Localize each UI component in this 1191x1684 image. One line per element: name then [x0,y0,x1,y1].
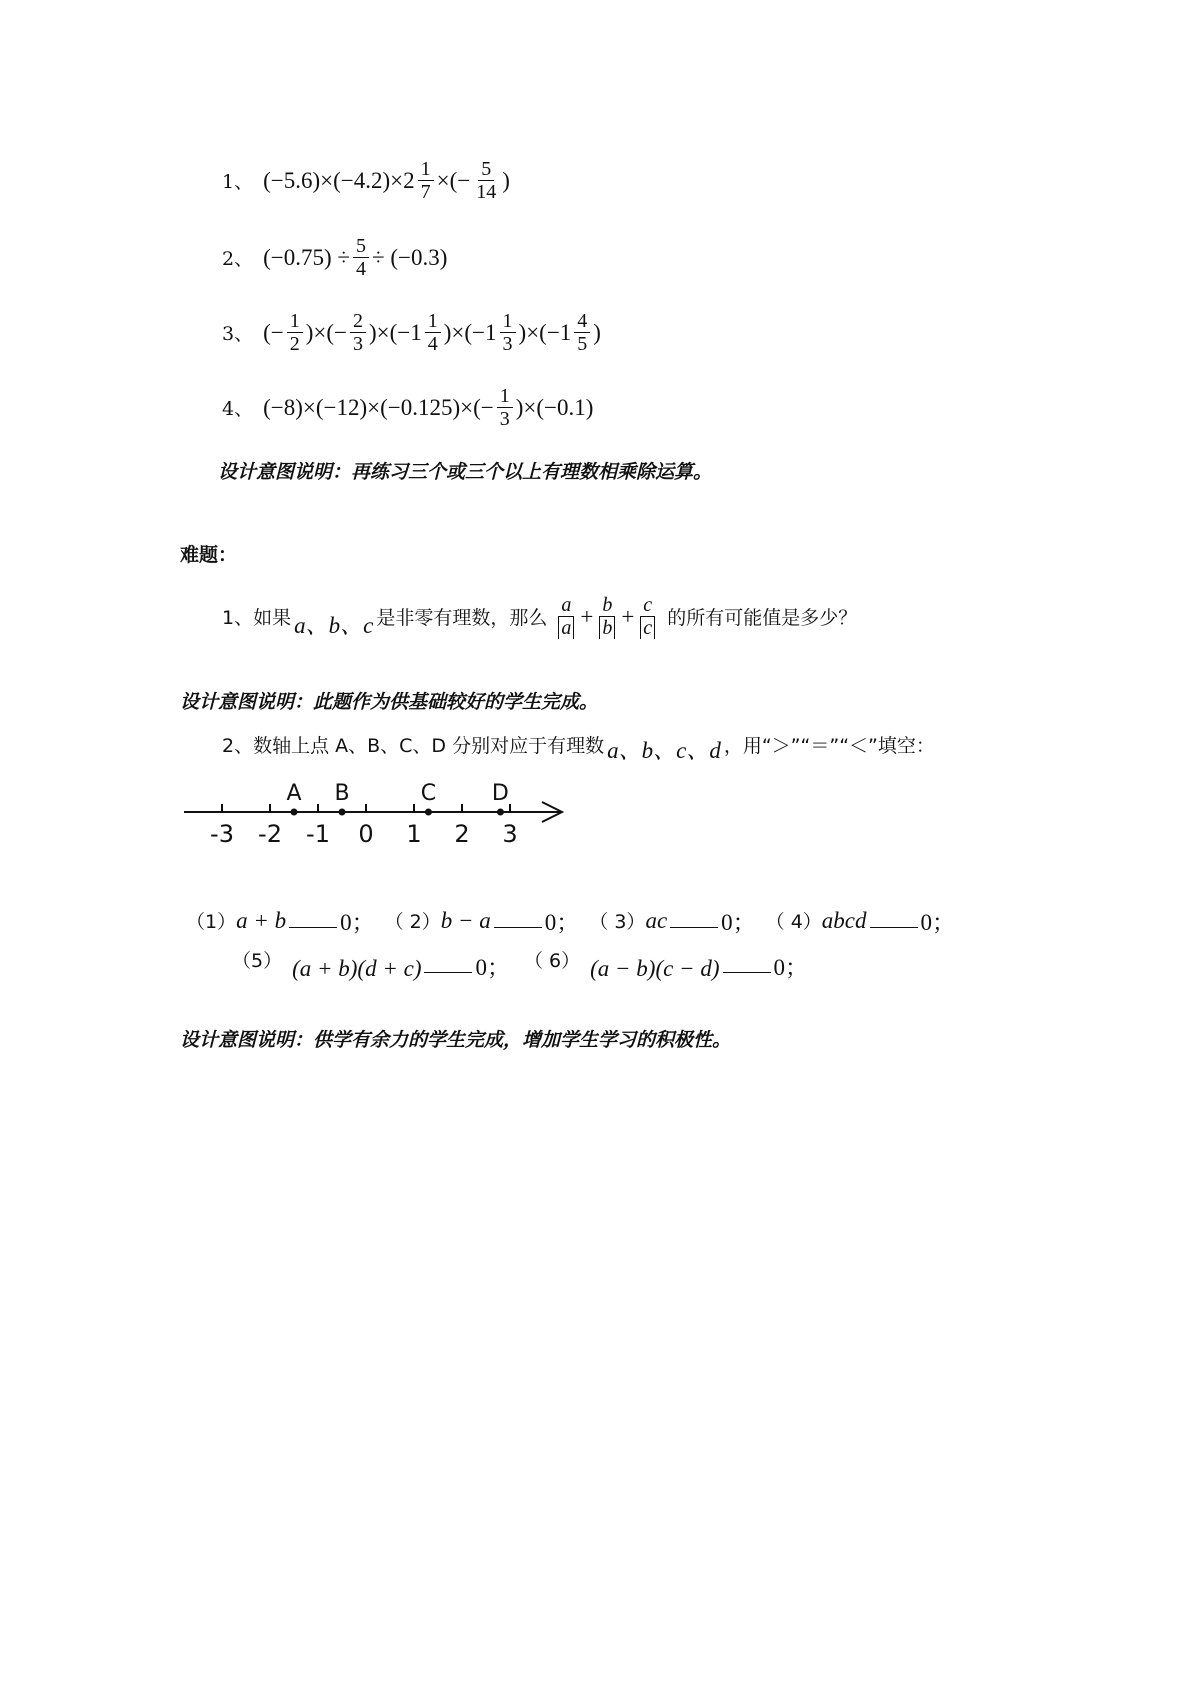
expression-part: )×(−0.1) [515,394,594,420]
expression: (a + b)(d + c) [292,956,422,981]
plus-sign: + [621,603,635,629]
expression-part: ) [593,319,601,345]
fraction: $\frac{1}{4}$ [425,310,441,355]
number-line [180,770,580,850]
design-note: 设计意图说明：此题作为供基础较好的学生完成。 [180,691,599,713]
comparison-zero: 0； [340,910,375,935]
point-label: B [334,781,350,806]
expression-part: )×(−1 [518,319,572,345]
expression-part: (−5.6)×(−4.2)×2 [263,167,415,193]
expression-part: )×(−1 [443,319,497,345]
problem-number: 4、 [222,398,254,420]
point-a [291,809,298,816]
item-index: （1） [186,911,237,933]
fraction: $\frac{1}{3}$ [500,310,516,355]
design-note: 设计意图说明：再练习三个或三个以上有理数相乘除运算。 [218,461,713,483]
problem-2 [222,235,447,280]
problem-4 [222,385,593,430]
expression: a + b [236,907,287,933]
answer-blank[interactable] [494,913,542,928]
answer-blank[interactable] [670,913,718,928]
fraction: $\frac{4}{5}$ [574,310,590,355]
fraction: $\frac{1}{7}$ [418,158,434,203]
expression-part: ×(− [436,167,471,193]
tick-label: 3 [502,820,518,848]
answer-blank[interactable] [289,913,337,928]
variables: a、b、c、d [607,738,721,763]
comparison-zero: 0； [920,910,956,935]
expression-part: (− [263,319,284,345]
variables: a、b、c [294,613,374,638]
hard-question-1 [222,593,857,640]
fraction: $\frac{b}{b}$ [596,594,618,639]
item-index: （5） [232,949,283,972]
point-label: C [420,781,437,806]
point-label: A [286,781,302,806]
expression: abcd [821,907,867,933]
point-b [339,809,346,816]
point-label: D [491,781,509,806]
expression: b − a [440,907,491,933]
comparison-zero: 0； [773,954,809,980]
question-text: ，用“＞”“＝”“＜”填空： [723,735,935,757]
problem-number: 3、 [222,323,254,345]
item-index: （ 3） [589,911,646,933]
tick-label: -1 [306,820,330,848]
fraction: $\frac{5}{14}$ [476,158,497,203]
fraction: $\frac{a}{a}$ [555,594,577,639]
tick-label: -3 [210,820,234,848]
answer-blank[interactable] [870,913,918,928]
section-title: 难题： [180,544,238,566]
tick-label: 1 [406,820,422,848]
comparison-zero: 0； [721,910,756,935]
problem-number: 1、 [222,171,254,193]
tick-label: -2 [258,820,282,848]
item-index: （ 2） [384,911,441,933]
tick-label: 0 [358,820,374,848]
expression-part: ÷ (−0.3) [372,244,448,270]
question-text: 1、如果 [222,607,292,629]
question-text: 是非零有理数，那么 [376,607,548,629]
problem-1 [222,158,510,203]
fill-row-1 [186,904,955,937]
point-d [497,809,504,816]
plus-sign: + [580,603,594,629]
problem-3 [222,310,601,355]
comparison-zero: 0； [475,954,510,980]
expression-part: (−8)×(−12)×(−0.125)×(− [263,394,494,420]
fill-row-2 [232,948,808,982]
fraction: $\frac{c}{c}$ [637,594,658,639]
expression-part: ) [502,167,510,193]
hard-question-2 [222,724,935,765]
point-c [425,809,432,816]
item-index: （ 6） [523,949,581,972]
expression: (a − b)(c − d) [590,956,720,981]
expression-part: )×(−1 [369,319,422,345]
tick-label: 2 [454,820,470,848]
fraction: $\frac{1}{2}$ [287,310,303,355]
item-index: （ 4） [765,911,822,933]
fraction: $\frac{2}{3}$ [350,310,366,355]
answer-blank[interactable] [424,958,472,973]
answer-blank[interactable] [723,958,771,973]
expression: ac [645,907,668,933]
expression-part: (−0.75) ÷ [263,244,351,270]
design-note: 设计意图说明：供学有余力的学生完成，增加学生学习的积极性。 [180,1029,732,1051]
problem-number: 2、 [222,248,254,270]
comparison-zero: 0； [544,910,580,935]
question-text: 2、数轴上点 A、B、C、D 分别对应于有理数 [222,735,605,757]
fraction: $\frac{5}{4}$ [353,235,369,280]
fraction: $\frac{1}{3}$ [497,385,513,430]
expression-part: )×(− [305,319,347,345]
question-text: 的所有可能值是多少？ [667,607,858,629]
